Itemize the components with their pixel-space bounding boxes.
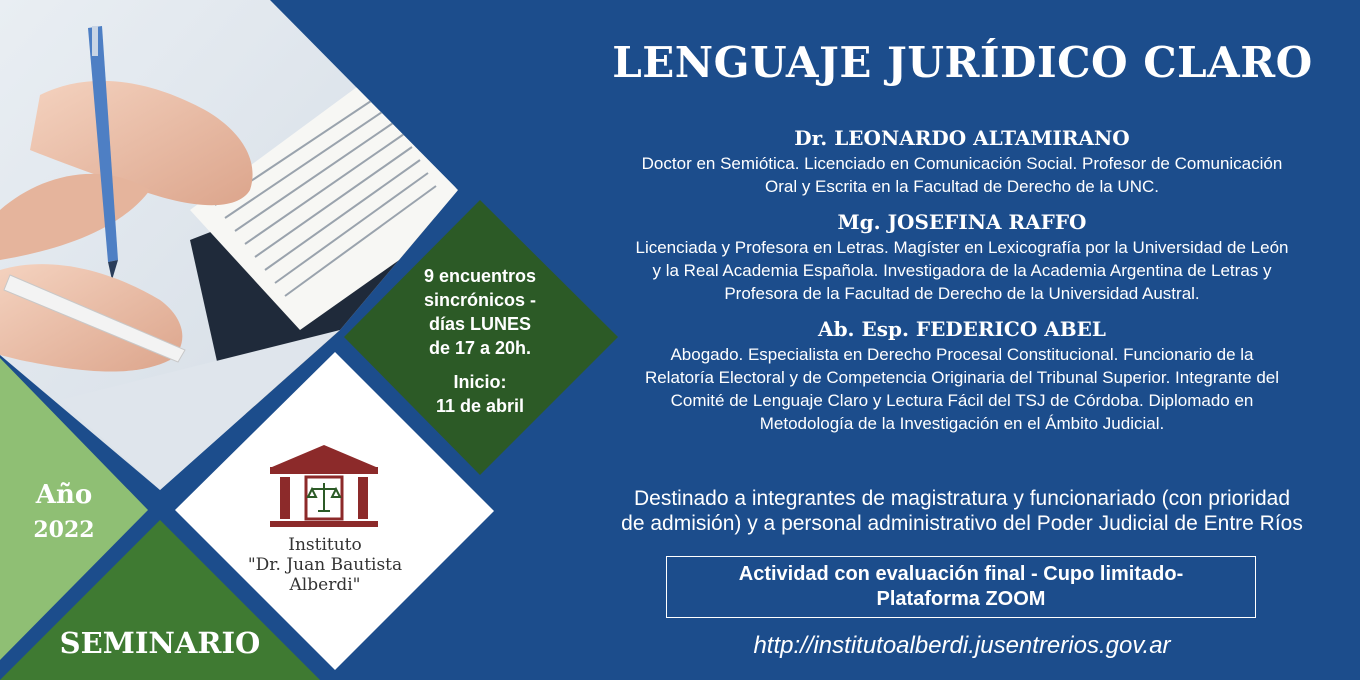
speaker-bio	[588, 343, 1336, 435]
speaker-bio	[588, 236, 1336, 305]
year-badge	[20, 478, 108, 548]
bio-line: Relatoría Electoral y de Competencia Originaria del Tribunal Superior. Integrante del	[644, 368, 1280, 387]
speaker-bio	[588, 152, 1336, 198]
bio-line: Comité de Lenguaje Claro y Lectura Fácil del TSJ de Córdoba. Diplomado en	[670, 391, 1254, 410]
institute-logo	[262, 445, 386, 531]
institute-name	[220, 535, 430, 595]
website-link[interactable]: http://institutoalberdi.jusentrerios.gov.ar	[753, 632, 1171, 659]
start-label: Inicio:	[453, 372, 507, 392]
year-value: 2022	[33, 517, 95, 543]
notice-line: Actividad con evaluación final - Cupo limitado-	[738, 563, 1184, 585]
year-label: Año	[35, 480, 93, 510]
schedule-line: de 17 a 20h.	[428, 338, 532, 358]
schedule-line: días LUNES	[428, 314, 532, 334]
speaker-name: Mg. JOSEFINA RAFFO	[837, 210, 1087, 234]
bio-line: Oral y Escrita en la Facultad de Derecho de la UNC.	[764, 177, 1159, 196]
start-date: 11 de abril	[435, 396, 525, 416]
speakers-list	[588, 126, 1336, 447]
institute-line: Alberdi"	[289, 575, 361, 595]
bio-line: Profesora de la Facultad de Derecho de la Universidad Austral.	[724, 284, 1200, 303]
bio-line: Metodología de la Investigación en el Ámbito Judicial.	[759, 414, 1165, 433]
page-title: LENGUAJE JURÍDICO CLARO	[612, 38, 1313, 87]
audience-line: Destinado a integrantes de magistratura y funcionariado (con prioridad	[633, 487, 1291, 510]
institute-line: "Dr. Juan Bautista	[247, 555, 403, 575]
speaker-item	[588, 210, 1336, 305]
bio-line: y la Real Academia Española. Investigadora de la Academia Argentina de Letras y	[652, 261, 1272, 280]
audience-line: de admisión) y a personal administrativo del Poder Judicial de Entre Ríos	[621, 512, 1303, 535]
bio-line: Licenciada y Profesora en Letras. Magíster en Lexicografía por la Universidad de León	[635, 238, 1289, 257]
speaker-item	[588, 317, 1336, 435]
event-type: SEMINARIO	[59, 626, 261, 660]
speaker-name: Dr. LEONARDO ALTAMIRANO	[794, 126, 1130, 150]
schedule-info	[398, 264, 562, 418]
notice-box	[666, 556, 1256, 618]
bio-line: Abogado. Especialista en Derecho Procesal Constitucional. Funcionario de la	[670, 345, 1254, 364]
schedule-line: 9 encuentros	[423, 266, 537, 286]
notice-line: Plataforma ZOOM	[876, 588, 1046, 610]
speaker-item	[588, 126, 1336, 198]
institute-line: Instituto	[288, 535, 362, 555]
speaker-name: Ab. Esp. FEDERICO ABEL	[818, 317, 1106, 341]
audience-text	[588, 486, 1336, 536]
bio-line: Doctor en Semiótica. Licenciado en Comunicación Social. Profesor de Comunicación	[641, 154, 1283, 173]
schedule-line: sincrónicos -	[423, 290, 537, 310]
